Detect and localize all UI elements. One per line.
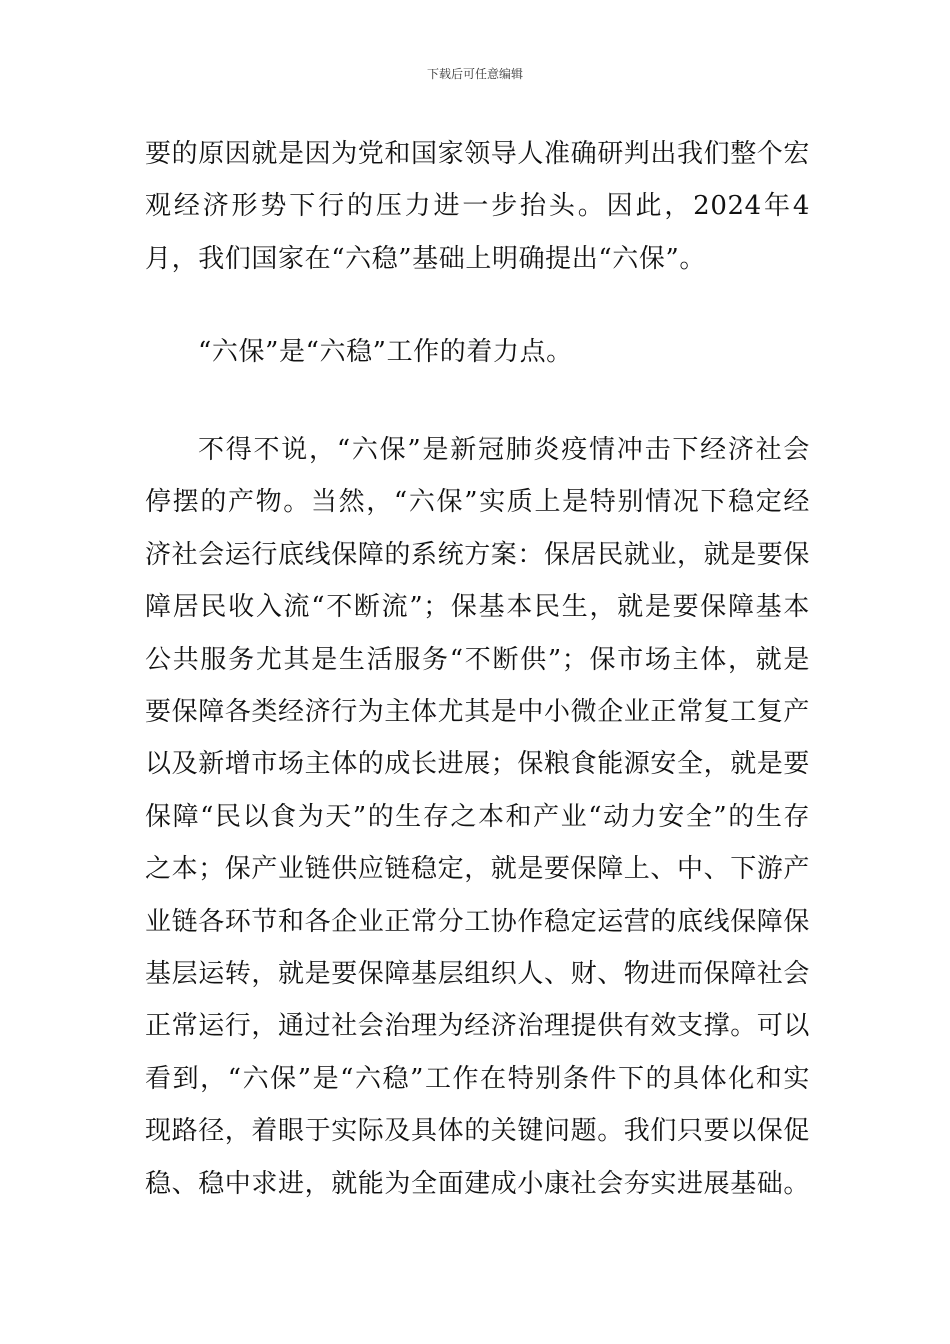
paragraph-heading-point: “六保”是“六稳”工作的着力点。 (198, 337, 573, 367)
page-header: 下载后可任意编辑 (426, 67, 523, 81)
paragraph-main: 不得不说，“六保”是新冠肺炎疫情冲击下经济社会停摆的产物。当然，“六保”实质上是特别情况下稳定经济社会运行底线保障的系统方案：保居民就业，就是要保障居民收入流“不断流”；保基本民生，就是要保障基本公共服务尤其是生活服务“不断供”；保市场主体，就是要保障各类经济行为主体尤其是中小微企业正常复工复产以及新增市场主体的成长进展；保粮食能源安全，就是要保障“民以食为天”的生存之本和产业“动力安全”的生存之本；保产业链供应链稳定，就是要保障上、中、下游产业链各环节和各企业正常分工协作稳定运营的底线保障保基层运转，就是要保障基层组织人、财、物进而保障社会正常运行，通过社会治理为经济治理提供有效支撑。可以看到，“六保”是“六稳”工作在特别条件下的具体化和实现路径，着眼于实际及具体的关键问题。我们只要以保促稳、稳中求进，就能为全面建成小康社会夯实进展基础。 (145, 435, 811, 1199)
paragraph-continuation: 要的原因就是因为党和国家领导人准确研判出我们整个宏观经济形势下行的压力进一步抬头。因此，2024年4月，我们国家在“六稳”基础上明确提出“六保”。 (145, 139, 811, 274)
